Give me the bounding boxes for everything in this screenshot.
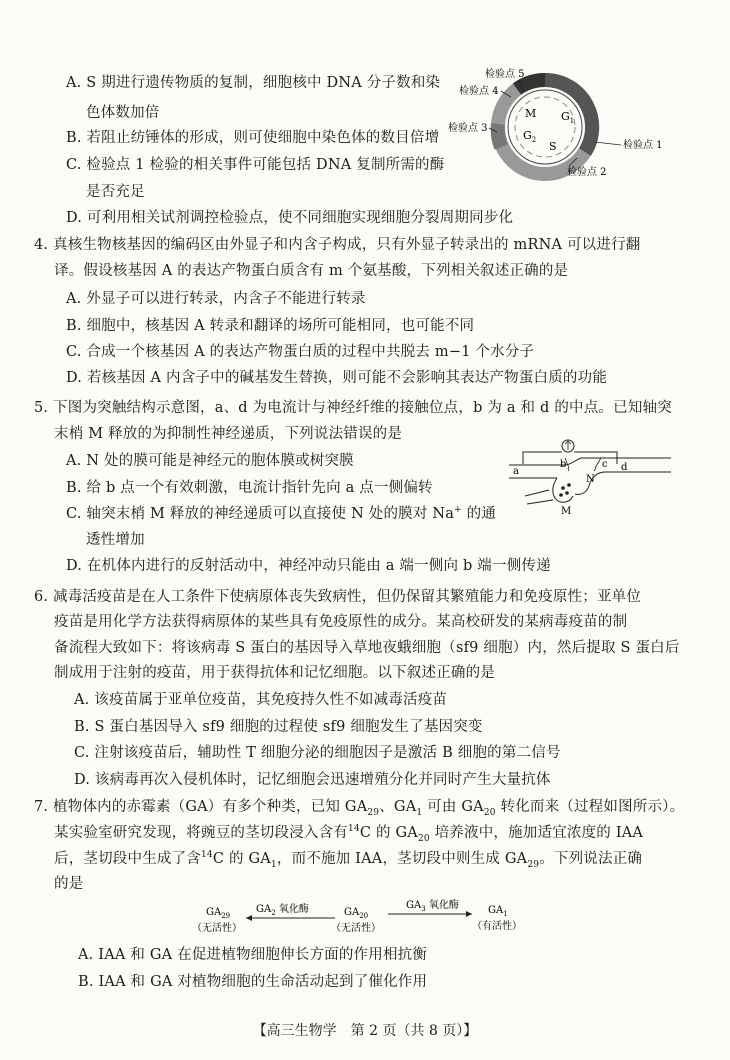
q7-option-b: B. IAA 和 GA 对植物细胞的生命活动起到了催化作用 — [78, 974, 428, 990]
ga20-label: $GA_{20}$ — [344, 907, 369, 920]
q3-option-a: A. S 期进行遗传物质的复制，细胞核中 DNA 分子数和染 — [66, 75, 441, 91]
q4-stem-cont: 译。假设核基因 A 的表达产物蛋白质含有 m 个氨基酸，下列相关叙述正确的是 — [54, 263, 569, 279]
ga2-oxidase-label: $GA_2$ 氧化酶 — [256, 904, 309, 917]
phase-m-label: M — [525, 107, 537, 120]
q3-option-c: C. 检验点 1 检验的相关事件可能包括 DNA 复制所需的酶 — [66, 157, 445, 173]
ga-conversion-figure — [190, 896, 530, 938]
q6-stem: 6. 减毒活疫苗是在人工条件下使病原体丧失致病性，但仍保留其繁殖能力和免疫原性；亚单位 — [34, 589, 642, 605]
q6-stem-cont-1: 疫苗是用化学方法获得病原体的某些具有免疫原性的成分。某高校研发的某病毒疫苗的制 — [54, 614, 628, 630]
q5-option-b: B. 给 b 点一个有效刺激，电流计指针先向 a 点一侧偏转 — [66, 480, 433, 496]
phase-g1-label: $G_1$ — [561, 110, 575, 125]
q5-option-a: A. N 处的膜可能是神经元的胞体膜或树突膜 — [66, 453, 354, 469]
checkpoint-2-label: 检验点 2 — [567, 167, 607, 178]
synapse-m-label: M — [561, 506, 572, 517]
q4-option-a: A. 外显子可以进行转录，内含子不能进行转录 — [66, 291, 366, 307]
ga29-label: $GA_{29}$ — [206, 907, 231, 920]
cell-cycle-figure — [445, 62, 695, 192]
q3-option-d: D. 可利用相关试剂调控检验点，使不同细胞实现细胞分裂周期同步化 — [66, 210, 514, 226]
q6-option-a: A. 该疫苗属于亚单位疫苗，其免疫持久性不如减毒活疫苗 — [74, 692, 448, 708]
q7-option-a: A. IAA 和 GA 在促进植物细胞伸长方面的作用相抗衡 — [78, 947, 428, 963]
q7-stem-cont-2: 后，茎切段中生成了含$^{14}$C 的 $GA_1$，而不施加 IAA，茎切段中则生成 $GA_{29}$。下列说法正确 — [54, 850, 643, 870]
checkpoint-5-label: 检验点 5 — [485, 69, 525, 80]
q7-stem: 7. 植物体内的赤霉素（GA）有多个种类，已知 $GA_{29}$、$GA_1$ 可由 $GA_{20}$ 转化而来（过程如图所示）。 — [34, 799, 685, 818]
q6-option-b: B. S 蛋白基因导入 sf9 细胞的过程使 sf9 细胞发生了基因突变 — [74, 719, 483, 735]
point-b-label: b — [560, 459, 567, 470]
q7-stem-cont-3: 的是 — [54, 876, 84, 892]
ga20-note: （无活性） — [331, 923, 381, 934]
ga3-oxidase-label: $GA_3$ 氧化酶 — [406, 900, 459, 913]
phase-g2-label: $G_2$ — [523, 129, 537, 144]
q5-option-d: D. 在机体内进行的反射活动中，神经冲动只能由 a 端一侧向 b 端一侧传递 — [66, 558, 551, 574]
point-c-label: c — [602, 459, 608, 470]
q3-option-c-cont: 是否充足 — [86, 184, 145, 200]
q6-stem-cont-3: 制成用于注射的疫苗，用于获得抗体和记忆细胞。以下叙述正确的是 — [54, 665, 495, 681]
phase-s-label: S — [549, 140, 557, 153]
synapse-figure — [505, 438, 675, 518]
q3-option-b: B. 若阻止纺锤体的形成，则可使细胞中染色体的数目倍增 — [66, 130, 440, 146]
ga1-note: （有活性） — [472, 921, 522, 932]
point-d-label: d — [621, 462, 628, 473]
page-footer: 【高三生物学 第 2 页（共 8 页）】 — [252, 1023, 478, 1039]
q5-option-c: C. 轴突末梢 M 释放的神经递质可以直接使 N 处的膜对 Na+ 的通 — [66, 505, 497, 522]
q3-option-a-cont: 色体数加倍 — [86, 105, 160, 121]
q5-stem-cont: 末梢 M 释放的为抑制性神经递质，下列说法错误的是 — [54, 426, 403, 442]
ga29-note: （无活性） — [192, 923, 242, 934]
point-a-label: a — [513, 466, 519, 477]
q5-stem: 5. 下图为突触结构示意图，a、d 为电流计与神经纤维的接触位点，b 为 a 和 d 的中点。已知轴突 — [34, 400, 672, 416]
q5-option-c-cont: 透性增加 — [86, 532, 145, 548]
synapse-n-label: N — [586, 474, 595, 485]
q6-option-c: C. 注射该疫苗后，辅助性 T 细胞分泌的细胞因子是激活 B 细胞的第二信号 — [74, 745, 561, 761]
checkpoint-3-label: 检验点 3 — [448, 123, 488, 134]
q4-option-d: D. 若核基因 A 内含子中的碱基发生替换，则可能不会影响其表达产物蛋白质的功能 — [66, 370, 608, 386]
q4-option-c: C. 合成一个核基因 A 的表达产物蛋白质的过程中共脱去 m−1 个水分子 — [66, 344, 535, 360]
checkpoint-1-label: 检验点 1 — [623, 140, 663, 151]
checkpoint-4-label: 检验点 4 — [459, 86, 499, 97]
ga1-label: $GA_1$ — [488, 905, 508, 918]
q7-stem-cont-1: 某实验室研究发现，将豌豆的茎切段浸入含有$^{14}$C 的 $GA_{20}$ 培养液中，施加适宜浓度的 IAA — [54, 824, 644, 844]
q6-stem-cont-2: 备流程大致如下：将该病毒 S 蛋白的基因导入草地夜蛾细胞（sf9 细胞）内，然后提取 S 蛋白后 — [54, 640, 680, 656]
q4-option-b: B. 细胞中，核基因 A 转录和翻译的场所可能相同，也可能不同 — [66, 318, 475, 334]
q6-option-d: D. 该病毒再次入侵机体时，记忆细胞会迅速增殖分化并同时产生大量抗体 — [74, 772, 551, 788]
q4-stem: 4. 真核生物核基因的编码区由外显子和内含子构成，只有外显子转录出的 mRNA 可以进行翻 — [34, 237, 641, 253]
